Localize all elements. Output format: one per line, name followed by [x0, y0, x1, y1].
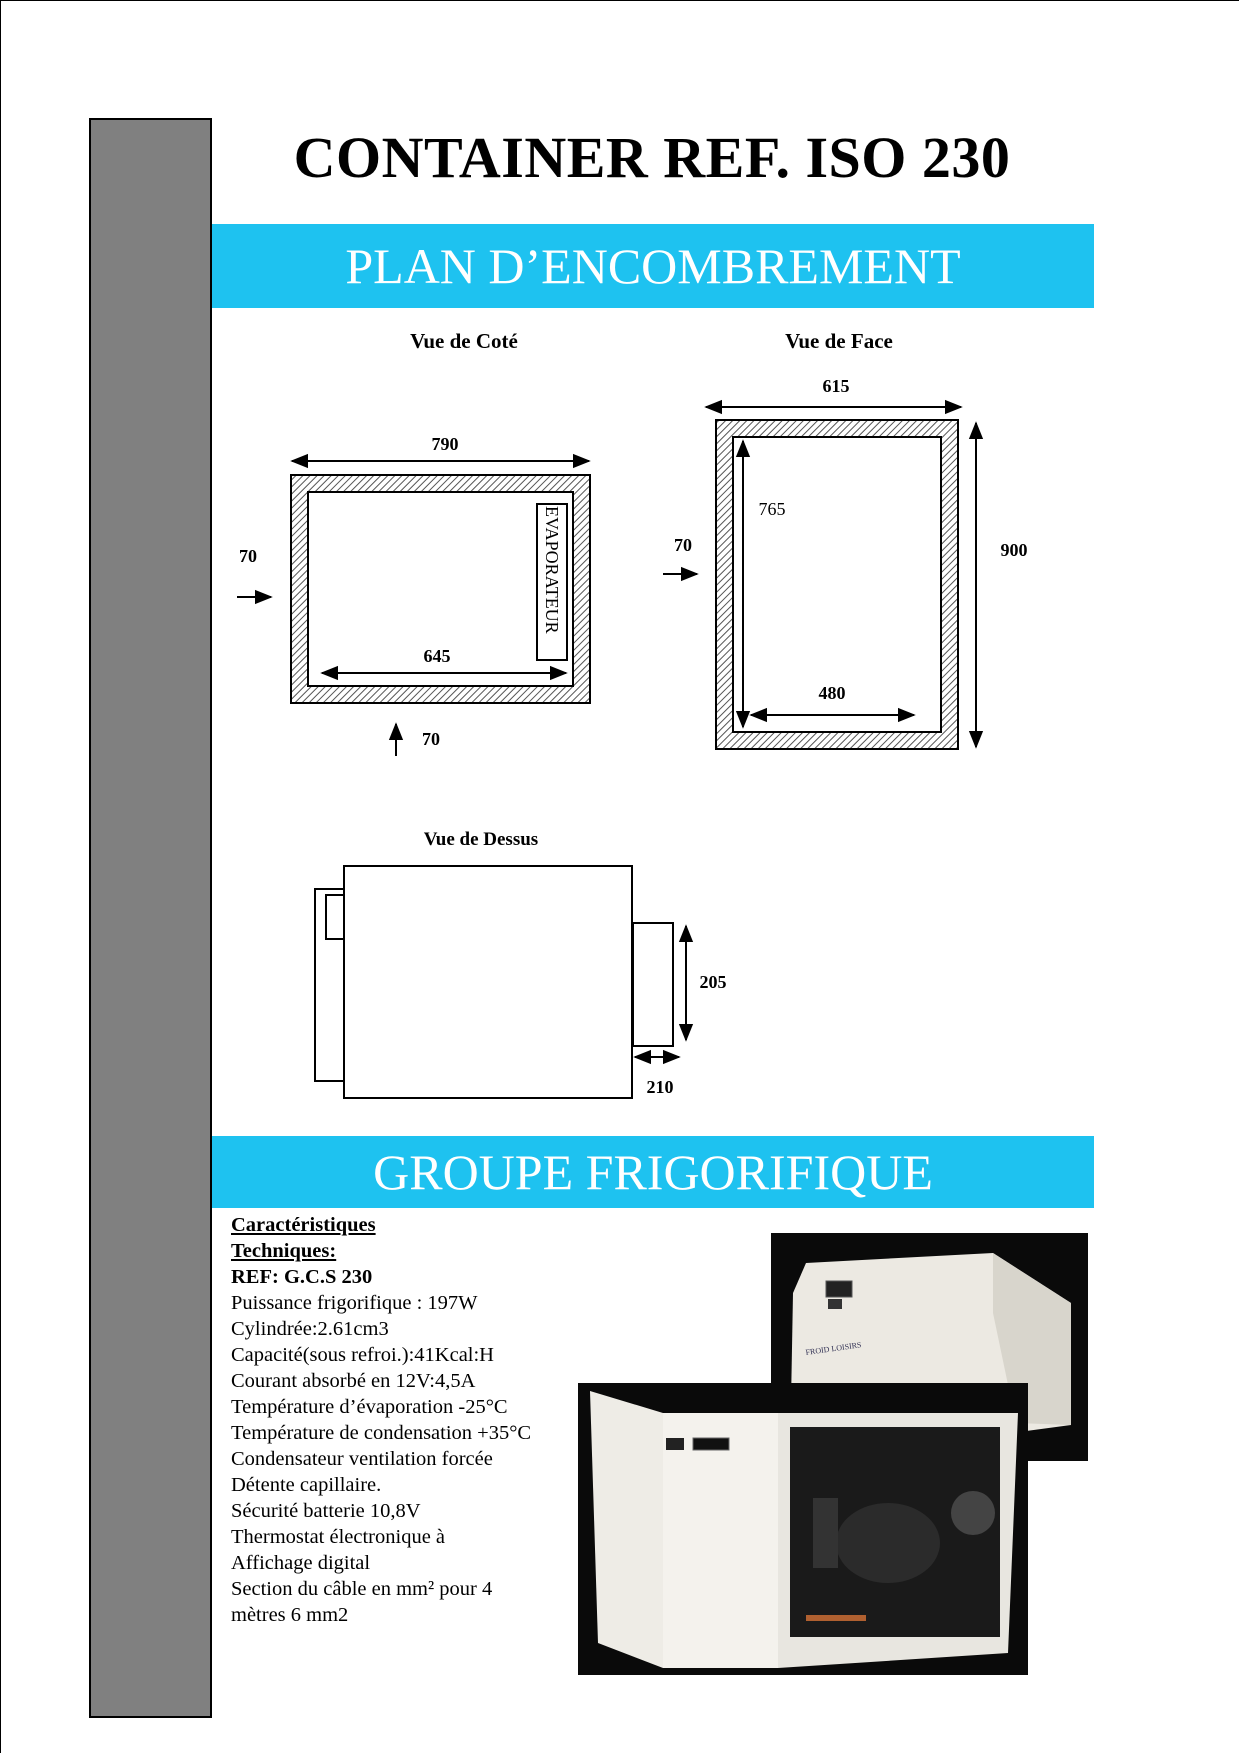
evaporator-label: EVAPORATEUR: [542, 506, 562, 634]
spec-line: Affichage digital: [231, 1552, 371, 1574]
technical-specs: [231, 1212, 591, 1628]
spec-line: Condensateur ventilation forcée: [231, 1448, 493, 1470]
banner-plan-encombrement: PLAN D’ENCOMBREMENT: [212, 224, 1094, 308]
top-unit-depth: 210: [646, 1077, 674, 1097]
specs-heading-1: Caractéristiques: [231, 1214, 376, 1236]
spec-line: Section du câble en mm² pour 4: [231, 1578, 493, 1600]
spec-line: mètres 6 mm2: [231, 1604, 349, 1626]
top-view: [315, 829, 727, 1098]
spec-line: Sécurité batterie 10,8V: [231, 1500, 421, 1522]
side-view: [237, 329, 590, 756]
front-wall-left: 70: [674, 535, 692, 555]
front-height-inner: 765: [758, 499, 786, 519]
side-view-label: Vue de Coté: [410, 329, 518, 353]
side-width-outer: 790: [431, 434, 459, 454]
photo-open-unit: [578, 1383, 1028, 1675]
spec-line: Température d’évaporation -25°C: [231, 1396, 508, 1418]
spec-line: Température de condensation +35°C: [231, 1422, 532, 1444]
spec-line: Capacité(sous refroi.):41Kcal:H: [231, 1344, 494, 1366]
side-wall-bottom: 70: [422, 729, 440, 749]
page-title: CONTAINER REF. ISO 230: [293, 125, 1011, 190]
side-width-inner: 645: [423, 646, 451, 666]
side-wall-left: 70: [239, 546, 257, 566]
specs-heading-2: Techniques:: [231, 1240, 337, 1262]
spec-line: Détente capillaire.: [231, 1474, 382, 1496]
spec-line: Courant absorbé en 12V:4,5A: [231, 1370, 476, 1392]
top-view-handle: [326, 895, 344, 939]
front-width-outer: 615: [822, 376, 850, 396]
top-view-unit: [633, 923, 673, 1046]
specs-ref: REF: G.C.S 230: [231, 1266, 373, 1288]
spec-line: Thermostat électronique à: [231, 1526, 446, 1548]
front-view: [663, 329, 1028, 749]
top-view-label: Vue de Dessus: [423, 829, 539, 850]
spec-line: Cylindrée:2.61cm3: [231, 1318, 389, 1340]
top-unit-height: 205: [699, 972, 727, 992]
front-height-outer: 900: [1000, 540, 1028, 560]
front-width-inner: 480: [818, 683, 846, 703]
front-view-label: Vue de Face: [785, 329, 893, 353]
top-view-body: [344, 866, 632, 1098]
banner-groupe-frigorifique: GROUPE FRIGORIFIQUE: [212, 1136, 1094, 1208]
spec-line: Puissance frigorifique : 197W: [231, 1292, 478, 1314]
photo-label: FROID LOISIRS: [805, 1340, 862, 1357]
